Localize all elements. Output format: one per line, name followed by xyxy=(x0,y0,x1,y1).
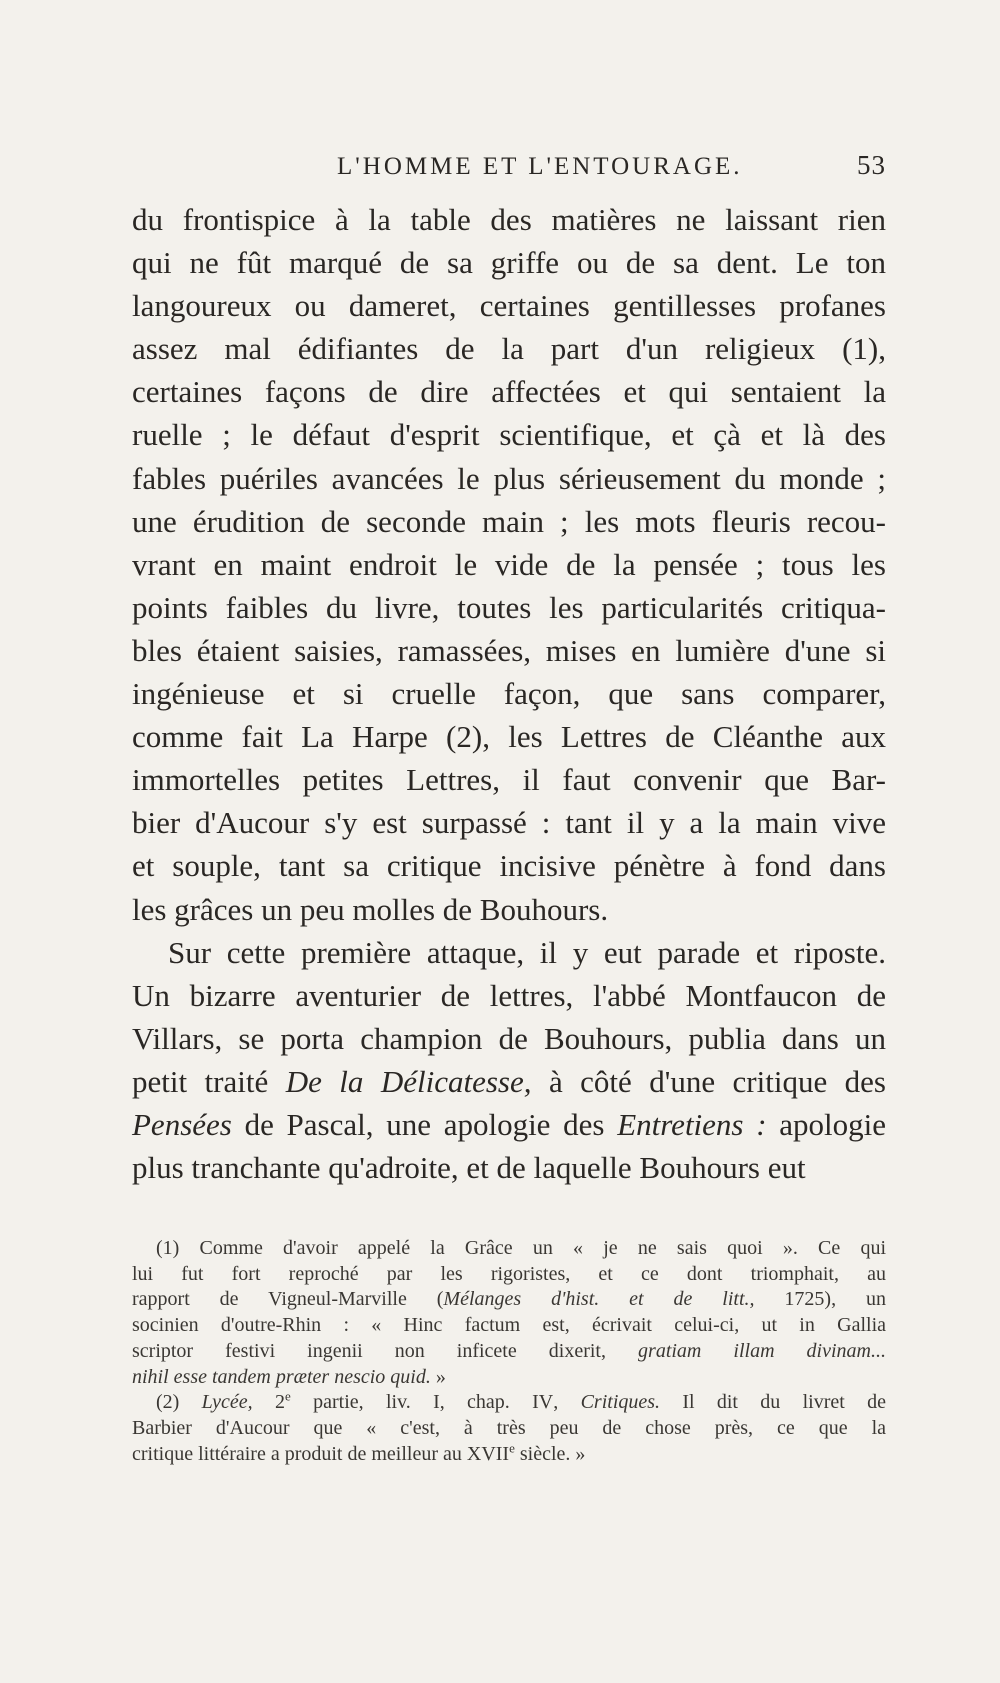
footnote-line: lui fut fort reproché par les rigoristes, et ce dont triomphait, au xyxy=(132,1262,886,1285)
footnote-line: socinien d'outre-Rhin : « Hinc factum est, écrivait celui-ci, ut in Gallia xyxy=(132,1314,886,1337)
text-line: comme fait La Harpe (2), les Lettres de Cléanthe aux xyxy=(132,719,886,755)
text-run: apologie xyxy=(766,1106,887,1142)
text-line: Villars, se porta champion de Bouhours, publia dans un xyxy=(132,1020,886,1056)
text-line: ingénieuse et si cruelle façon, que sans comparer, xyxy=(132,676,886,712)
superscript: e xyxy=(285,1388,291,1404)
footnote-line xyxy=(132,1339,886,1365)
footnote-line: (1) Comme d'avoir appelé la Grâce un « je ne sais quoi ». Ce qui xyxy=(156,1237,886,1259)
superscript: e xyxy=(509,1439,515,1455)
footnote-line xyxy=(132,1287,886,1313)
footnotes xyxy=(132,1236,886,1467)
text-run: partie, liv. I, chap. xyxy=(290,1391,533,1414)
text-run: scriptor festivi ingenii non inficete dixerit, xyxy=(132,1339,639,1362)
text-run: 1725), un xyxy=(754,1288,886,1311)
text-line: points faibles du livre, toutes les particularités critiqua- xyxy=(132,589,886,625)
text-run: Il dit du livret de xyxy=(660,1391,887,1414)
text-line xyxy=(132,1060,886,1103)
text-line: et souple, tant sa critique incisive pénètre à fond dans xyxy=(132,848,886,884)
page-number: 53 xyxy=(857,150,886,180)
paragraph-2 xyxy=(132,931,886,1190)
footnote-2 xyxy=(132,1390,886,1467)
text-line: immortelles petites Lettres, il faut convenir que Bar- xyxy=(132,762,886,798)
text-line xyxy=(132,1103,886,1146)
running-head: L'HOMME ET L'ENTOURAGE. xyxy=(337,153,743,180)
text-line: une érudition de seconde main ; les mots fleuris recou- xyxy=(132,503,886,539)
text-run: rapport de Vigneul-Marville ( xyxy=(132,1288,444,1311)
footnote-line xyxy=(132,1390,886,1416)
text-run: à côté d'une critique des xyxy=(531,1063,886,1099)
body-text xyxy=(132,198,886,1189)
text-line: les grâces un peu molles de Bouhours. xyxy=(132,891,609,927)
paragraph-1 xyxy=(132,198,886,931)
text-run: critique littéraire a produit de meilleur au xyxy=(132,1442,467,1465)
italic-title: Critiques. xyxy=(580,1391,661,1414)
italic-quote: gratiam illam divinam... xyxy=(638,1339,886,1362)
text-line: certaines façons de dire affectées et qui sentaient la xyxy=(132,374,886,410)
text-run: » xyxy=(430,1365,446,1388)
text-run: , xyxy=(553,1391,581,1414)
text-line: Un bizarre aventurier de lettres, l'abbé Montfaucon de xyxy=(132,977,886,1013)
text-line: plus tranchante qu'adroite, et de laquelle Bouhours eut xyxy=(132,1150,806,1186)
text-run: petit traité xyxy=(132,1063,286,1099)
roman-numeral: IV xyxy=(532,1391,554,1414)
italic-title: Lycée, xyxy=(201,1391,253,1414)
text-line: ruelle ; le défaut d'esprit scientifique, et çà et là des xyxy=(132,417,886,453)
text-line: Sur cette première attaque, il y eut parade et riposte. xyxy=(168,934,886,970)
text-run: siècle. » xyxy=(514,1442,586,1465)
text-line: du frontispice à la table des matières ne laissant rien xyxy=(132,202,886,237)
text-line: qui ne fût marqué de sa griffe ou de sa dent. Le ton xyxy=(132,245,886,281)
text-line: fables puériles avancées le plus sérieusement du monde ; xyxy=(132,460,886,496)
page-header xyxy=(132,150,886,181)
footnote-line: Barbier d'Aucour que « c'est, à très peu de chose près, ce que la xyxy=(132,1416,886,1439)
text-line: assez mal édifiantes de la part d'un religieux (1), xyxy=(132,331,886,367)
italic-title: Mélanges d'hist. et de litt., xyxy=(443,1288,755,1311)
text-line: bier d'Aucour s'y est surpassé : tant il y a la main vive xyxy=(132,805,886,841)
text-run: 2 xyxy=(252,1391,286,1414)
text-run: de Pascal, une apologie des xyxy=(231,1106,618,1142)
footnote-line xyxy=(132,1439,886,1468)
italic-title: De la Délicatesse, xyxy=(285,1063,532,1099)
italic-title: Pensées xyxy=(132,1106,232,1142)
text-run: (2) xyxy=(156,1391,202,1414)
footnote-1 xyxy=(132,1236,886,1390)
italic-quote: nihil esse tandem præter nescio quid. xyxy=(132,1365,431,1388)
footnote-line xyxy=(132,1365,886,1391)
italic-title: Entretiens : xyxy=(617,1106,767,1142)
text-line: langoureux ou dameret, certaines gentillesses profanes xyxy=(132,288,886,324)
roman-numeral: XVII xyxy=(466,1442,510,1465)
text-line: bles étaient saisies, ramassées, mises en lumière d'une si xyxy=(132,632,886,668)
text-line: vrant en maint endroit le vide de la pensée ; tous les xyxy=(132,546,886,582)
